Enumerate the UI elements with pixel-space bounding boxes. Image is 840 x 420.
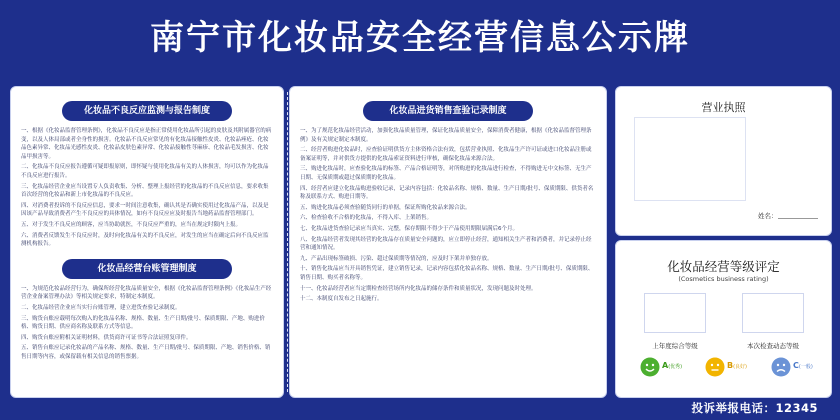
- license-title: 营业执照: [701, 101, 746, 114]
- section-title-purchase-inspection: 化妆品进货销售查验记录制度: [363, 101, 533, 121]
- paragraph: 三、购进化妆品时，应查验化妆品的标签、产品合格证明等，对所购进的化妆品进行检查，不得购进无中文标签、无生产日期、无保质期或超过保质期的化妆品。: [300, 166, 592, 181]
- paragraph: 二、化妆品经营企业应当实行台账管理，建立进货查验记录制度。: [21, 304, 181, 311]
- paragraph: 三、购货台账应载明每次购入的化妆品名称、规格、数量、生产日期/批号、保质期限、产地、购进价格、购货日期、供应商名称及联系方式等信息。: [21, 315, 265, 331]
- paragraph: 一、根据《化妆品监督管理条例》，化妆品不良反应是指正常使用化妆品所引起的皮肤及其附属器官的病变，以及人体局部或者全身性的损害。化妆品不良反应常见的有化妆品接触性皮炎、化妆品痤疮、化妆品色素异常、化妆品光感性皮炎、化妆品皮肤色素异常、化妆品接触性荨麻疹、化妆品毛发损害、化妆品甲损害等。: [21, 128, 272, 160]
- left-panel: [10, 86, 284, 398]
- paragraph: 八、化妆品经营者发现其经营的化妆品存在质量安全问题的，应立即停止经营，通知相关生产者和消费者，并记录停止经营和通知情况。: [300, 236, 592, 252]
- grade-b: B(良好): [727, 361, 748, 370]
- rating-title: 化妆品经营等级评定: [667, 259, 780, 274]
- section-title-adverse-reaction: 化妆品不良反应监测与报告制度: [62, 101, 232, 121]
- paragraph: 二、化妆品不良反应报告遵循可疑即报原则，即怀疑与使用化妆品有关的人体损害，均可以作为化妆品不良反应进行报告。: [21, 164, 269, 179]
- business-license-panel: [615, 86, 832, 236]
- page-title: 南宁市化妆品安全经营信息公示牌: [150, 18, 690, 58]
- divider: [287, 92, 288, 392]
- paragraph: 三、化妆品经营企业应当设置专人负责收集、分析、整理上报经营的化妆品的不良反应信息，要求收集首次经营的化妆品和新上市化妆品的不良反应。: [21, 183, 269, 199]
- section-title-ledger: 化妆品经营台账管理制度: [62, 259, 232, 279]
- neutral-face-icon: [705, 357, 725, 377]
- dynamic-grade-box: [742, 293, 804, 333]
- paragraph: 二、经营者购进化妆品时，应查验证明供货方主体资格合法有效，包括营业执照、化妆品生产许可证或进口化妆品注册或备案证明等，并对供货方提供的化妆品索证资料进行审核，确保化妆品来源合法。: [300, 147, 592, 162]
- dynamic-grade-label: 本次检查动态等级: [747, 342, 799, 350]
- ledger-text: [21, 285, 273, 362]
- annual-grade-box: [644, 293, 706, 333]
- paragraph: 五、销售台账应记录化妆品的产品名称、规格、数量、生产日期/批号、保质期限、产地、销售价格、销售日期等内容，或保留载有相关信息的销售票据。: [21, 345, 271, 360]
- paragraph: 九、产品出现标签破损、污染、超过保质期等情况的，应及时下架并单独存放。: [300, 255, 493, 262]
- paragraph: 一、为了规范化妆品经营活动，加强化妆品质量管理，保证化妆品质量安全，保障消费者健康，根据《化妆品监督管理条例》及有关规定制定本制度。: [300, 128, 592, 143]
- name-line: [778, 218, 818, 219]
- annual-grade-label: 上年度综合等级: [652, 342, 698, 350]
- smile-face-icon: [640, 357, 660, 377]
- paragraph: 五、对于发生不良反应的顾客，应当协助就医，不良反应严重的，应当在规定时限内上报。: [21, 221, 242, 228]
- adverse-reaction-text: [21, 127, 273, 249]
- complaint-hotline: 投诉举报电话：12345: [691, 401, 818, 415]
- paragraph: 十二、本制度自发布之日起施行。: [300, 296, 383, 303]
- paragraph: 十一、化妆品经营者应当定期检查经营场所内化妆品的储存条件和质量状况，发现问题及时处理。: [300, 285, 537, 292]
- purchase-inspection-text: [300, 127, 596, 304]
- middle-panel: [289, 86, 607, 398]
- paragraph: 四、对消费者投诉的不良反应信息，要求一时间注意收集，确认其是否确实使用过化妆品产品，以及是因该产品导致消费者产生不良反应的具体情况，如有不良反应应及时报告当地药品监督管理部门。: [21, 202, 269, 218]
- paragraph: 四、经营者应建立化妆品购进验收记录，记录内容包括：化妆品名称、规格、数量、生产日期/批号、保质期限、供货者名称及联系方式、购进日期等。: [300, 185, 594, 201]
- rating-panel: [615, 240, 832, 398]
- sad-face-icon: [771, 357, 791, 377]
- license-photo-frame: [634, 117, 746, 201]
- paragraph: 七、化妆品进货查验记录应当真实、完整，保存期限不得少于产品使用期限届满后6个月。: [300, 225, 519, 232]
- grade-a: A(优秀): [662, 361, 683, 370]
- paragraph: 十、销售化妆品应当开具销售凭证，建立销售记录，记录内容包括化妆品名称、规格、数量、生产日期/批号、保质期限、销售日期、购买者名称等。: [300, 266, 594, 281]
- grade-c: C(一般): [793, 361, 813, 370]
- paragraph: 四、购货台账应附相关证明材料，供货商许可证书等合法证照复印件。: [21, 334, 192, 341]
- name-label: 姓名：: [758, 212, 778, 220]
- paragraph: 六、检查验收不合格的化妆品，不得入库、上架销售。: [300, 215, 433, 222]
- paragraph: 一、为规范化妆品经营行为，确保所经营化妆品质量安全，根据《化妆品监督管理条例》《化妆品生产经营企业备案管理办法》等相关规定要求，特制定本制度。: [21, 285, 272, 301]
- paragraph: 六、消费者反馈发生不良反应时，及时向化妆品有关的不良反应，对发生的应当在确定后向不良反应监测机构报告。: [21, 232, 269, 248]
- rating-subtitle: (Cosmetics business rating): [678, 275, 769, 283]
- paragraph: 五、购进化妆品必须查验随货同行的单据，保证所购化妆品来源合法。: [300, 204, 471, 211]
